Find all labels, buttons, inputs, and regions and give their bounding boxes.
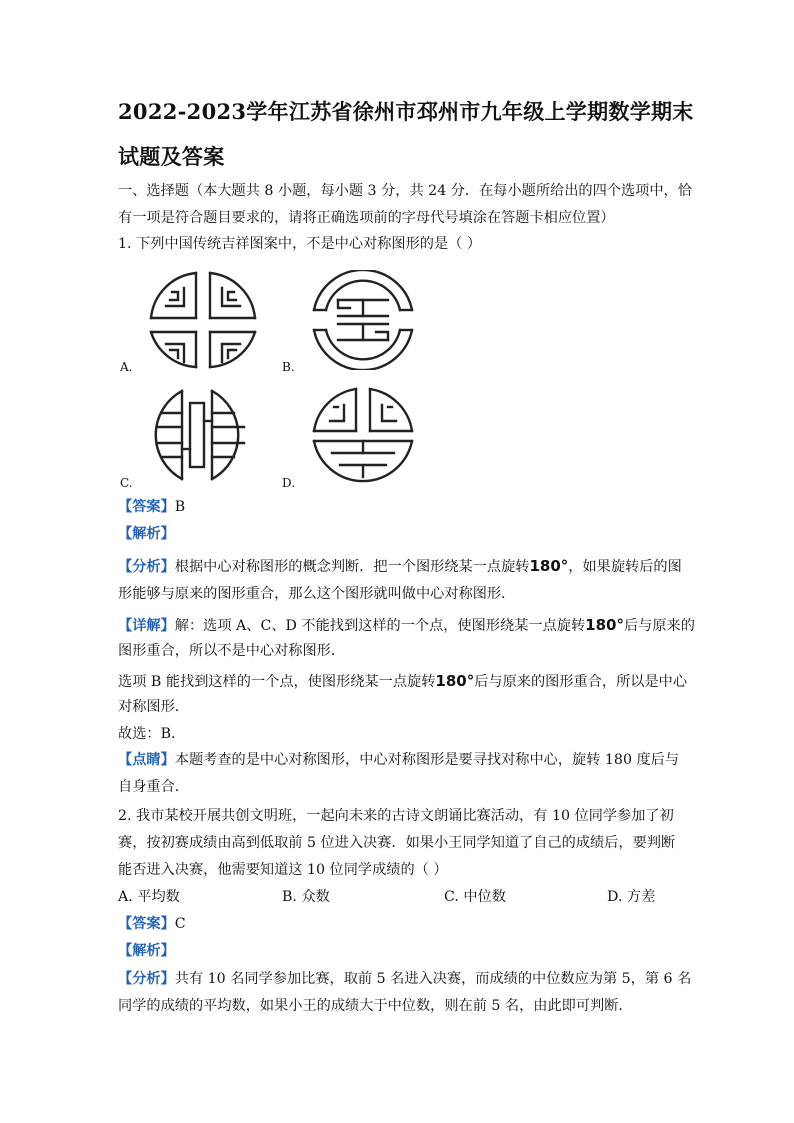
- q1-dianjing-line-2: 自身重合．: [118, 779, 189, 795]
- q1-conclusion: 故选：B．: [118, 726, 186, 742]
- q1-xiangjie-line-3: [118, 668, 688, 696]
- fenxi-tag: 【分析】: [118, 971, 175, 987]
- answer-tag: 【答案】: [118, 916, 175, 932]
- option-b-label: B.: [282, 360, 295, 374]
- jiexi-tag: 【解析】: [118, 526, 175, 542]
- q1-xiangjie-line-4: 对称图形．: [118, 699, 189, 715]
- q1-xiangjie-text-1b: 后与原来的: [623, 618, 695, 634]
- question-2-stem-line-3: 能否进入决赛，他需要知道这 10 位同学成绩的（ ）: [118, 862, 448, 878]
- q1-xiangjie-line-1: [118, 612, 695, 640]
- question-1-stem: 1. 下列中国传统吉祥图案中，不是中心对称图形的是（ ）: [118, 236, 482, 252]
- q1-jiexi-line: [118, 521, 678, 548]
- q2-choice-a: A. 平均数: [118, 889, 180, 905]
- q1-fenxi-line-2: 形能够与原来的图形重合，那么这个图形就叫做中心对称图形．: [118, 586, 516, 602]
- fenxi-tag: 【分析】: [118, 559, 175, 575]
- pattern-b-figure: [308, 270, 418, 370]
- pattern-c-figure: [148, 385, 258, 485]
- q1-dianjing-text-1: 本题考查的是中心对称图形，中心对称图形是要寻找对称中心，旋转 180 度后与: [174, 752, 680, 768]
- q2-choice-d: D. 方差: [607, 889, 656, 905]
- q2-fenxi-text-1: 共有 10 名同学参加比赛，取前 5 名进入决赛，而成绩的中位数应为第 5，第 6 名: [174, 971, 692, 987]
- angle-180-degree: 180°: [435, 672, 475, 690]
- q1-answer-value: B: [174, 499, 186, 515]
- document-title-line-1: 2022-2023学年江苏省徐州市邳州市九年级上学期数学期末: [118, 99, 694, 124]
- angle-180-degree: 180°: [529, 557, 569, 575]
- q1-fenxi-text-1a: 根据中心对称图形的概念判断．把一个图形绕某一点旋转: [174, 559, 530, 575]
- q2-fenxi-line-1: [118, 966, 692, 993]
- q1-fenxi-text-1b: ，如果旋转后的图: [568, 559, 682, 575]
- question-2-stem-line-2: 赛，按初赛成绩由高到低取前 5 位进入决赛．如果小王同学知道了自己的成绩后，要判断: [118, 835, 676, 851]
- pattern-d-figure: [308, 385, 418, 485]
- document-title-line-2: 试题及答案: [118, 144, 225, 169]
- q2-choice-c: C. 中位数: [444, 889, 506, 905]
- q1-dianjing-line-1: [118, 747, 678, 774]
- q1-xiangjie-text-3b: 后与原来的图形重合，所以是中心: [474, 674, 688, 690]
- angle-180-degree: 180°: [585, 616, 624, 634]
- q2-jiexi-line: [118, 938, 678, 965]
- question-2-stem-line-1: 2. 我市某校开展共创文明班，一起向未来的古诗文朗诵比赛活动，有 10 位同学参加了初: [118, 808, 674, 824]
- q2-choice-b: B. 众数: [282, 889, 330, 905]
- section-1-instruction-line-1: 一、选择题（本大题共 8 小题，每小题 3 分，共 24 分．在每小题所给出的四个选项中，恰: [118, 183, 692, 199]
- jiexi-tag: 【解析】: [118, 943, 175, 959]
- q1-xiangjie-text-3a: 选项 B 能找到这样的一个点，使图形绕某一点旋转: [118, 674, 436, 690]
- option-d-label: D.: [282, 476, 296, 490]
- dianjing-tag: 【点睛】: [118, 752, 175, 768]
- q2-answer-line: [118, 911, 678, 938]
- option-c-label: C.: [120, 476, 133, 490]
- option-a-label: A.: [120, 360, 133, 374]
- q1-fenxi-line-1: [118, 553, 682, 581]
- section-1-instruction-line-2: 有一项是符合题目要求的，请将正确选项前的字母代号填涂在答题卡相应位置）: [118, 210, 615, 226]
- q1-answer-line: [118, 494, 678, 521]
- answer-tag: 【答案】: [118, 499, 175, 515]
- xiangjie-tag: 【详解】: [118, 618, 175, 634]
- pattern-a-figure: [148, 270, 258, 370]
- q2-answer-value: C: [174, 916, 186, 932]
- q1-xiangjie-line-2: 图形重合，所以不是中心对称图形．: [118, 643, 346, 659]
- q2-fenxi-line-2: 同学的成绩的平均数，如果小王的成绩大于中位数，则在前 5 名，由此即可判断．: [118, 998, 633, 1014]
- q1-xiangjie-text-1a: 解：选项 A、C、D 不能找到这样的一个点，使图形绕某一点旋转: [174, 618, 586, 634]
